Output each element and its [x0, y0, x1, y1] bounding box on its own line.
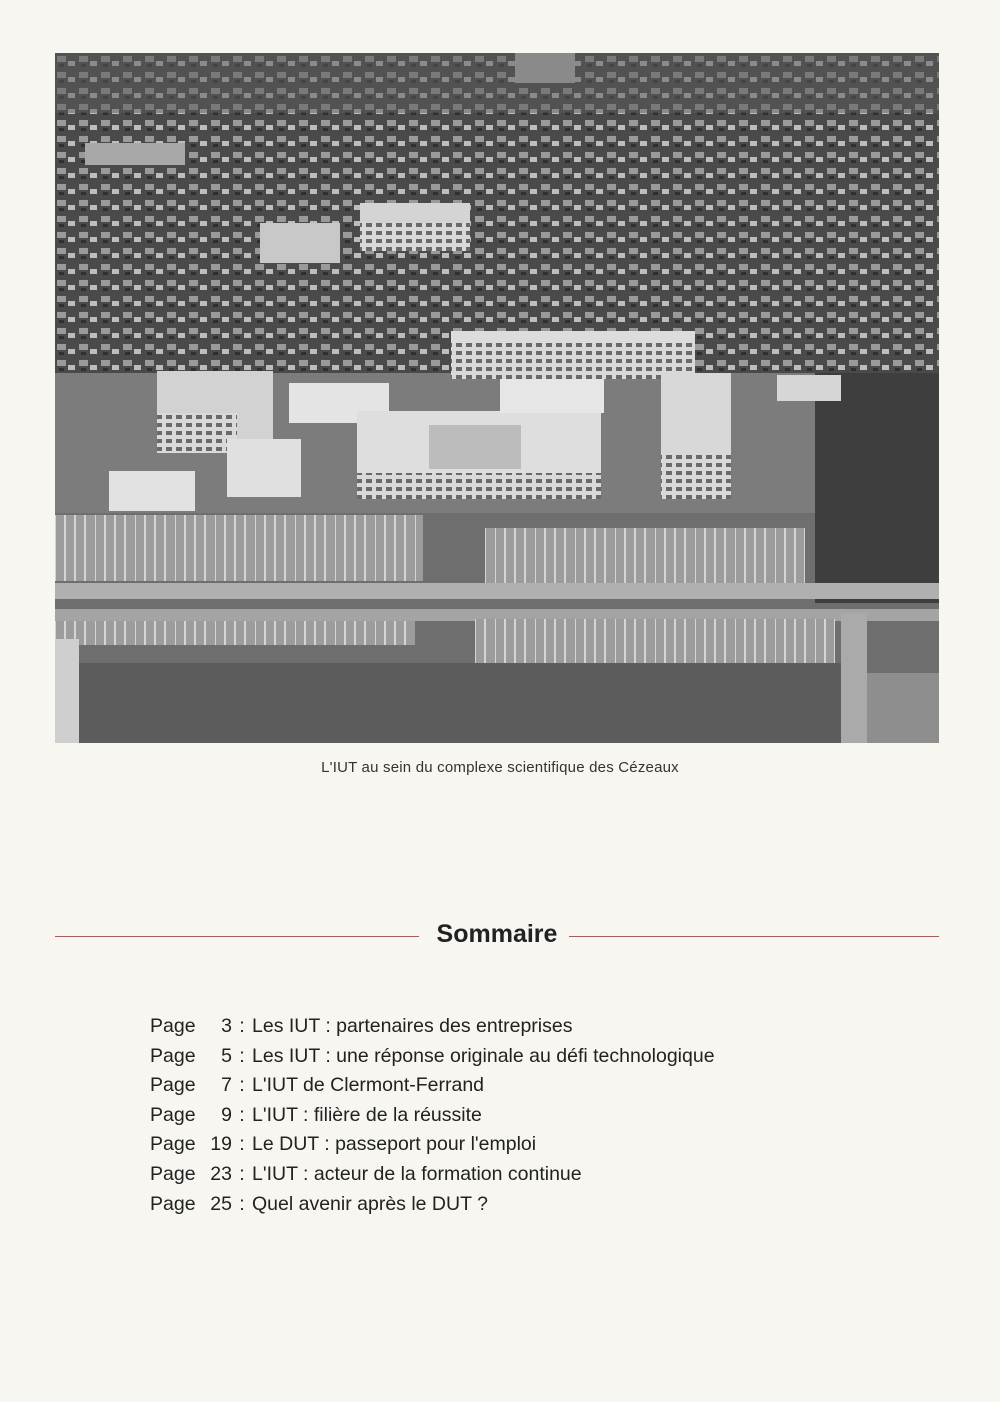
summary-rule-right: [569, 936, 939, 937]
toc-page-number: 23: [210, 1162, 232, 1185]
toc-page-number: 7: [221, 1074, 232, 1097]
toc-page-label: Page: [150, 1192, 196, 1215]
toc-entry-text: L'IUT de Clermont-Ferrand: [252, 1074, 485, 1097]
toc-entry-text: L'IUT : filière de la réussite: [252, 1103, 482, 1126]
toc-entry-text: Quel avenir après le DUT ?: [252, 1192, 488, 1215]
toc-page-number: 19: [210, 1133, 232, 1156]
table-of-contents: [150, 1012, 715, 1219]
toc-entry-text: Le DUT : passeport pour l'emploi: [252, 1133, 537, 1156]
summary-header: [55, 918, 939, 954]
toc-page-label: Page: [150, 1015, 196, 1037]
toc-page-number: 25: [210, 1192, 232, 1215]
photo-caption: L'IUT au sein du complexe scientifique des Cézeaux: [321, 759, 679, 776]
toc-page-number: 5: [221, 1044, 232, 1067]
toc-entry-text: Les IUT : partenaires des entreprises: [252, 1015, 573, 1037]
toc-entry: Page 9 : L'IUT : filière de la réussite: [150, 1101, 715, 1131]
summary-title: Sommaire: [436, 920, 558, 948]
toc-entry: Page 3 : Les IUT : partenaires des entreprises: [150, 1012, 715, 1042]
toc-page-label: Page: [150, 1103, 196, 1126]
toc-entry-text: Les IUT : une réponse originale au défi technologique: [252, 1044, 715, 1067]
toc-page-label: Page: [150, 1162, 196, 1185]
toc-entry: Page 19 : Le DUT : passeport pour l'emploi: [150, 1130, 715, 1160]
toc-entry: Page 7 : L'IUT de Clermont-Ferrand: [150, 1071, 715, 1101]
aerial-photo-illustration: [55, 53, 939, 743]
toc-entry: Page 25 : Quel avenir après le DUT ?: [150, 1190, 715, 1220]
aerial-photo: [55, 53, 939, 743]
toc-page-number: 9: [221, 1103, 232, 1126]
toc-page-label: Page: [150, 1044, 196, 1067]
toc-page-number: 3: [221, 1015, 232, 1037]
toc-entry: Page 5 : Les IUT : une réponse originale au défi technologique: [150, 1042, 715, 1072]
toc-entry-text: L'IUT : acteur de la formation continue: [252, 1162, 582, 1185]
toc-page-label: Page: [150, 1133, 196, 1156]
toc-page-label: Page: [150, 1074, 196, 1097]
toc-entry: Page 23 : L'IUT : acteur de la formation continue: [150, 1160, 715, 1190]
